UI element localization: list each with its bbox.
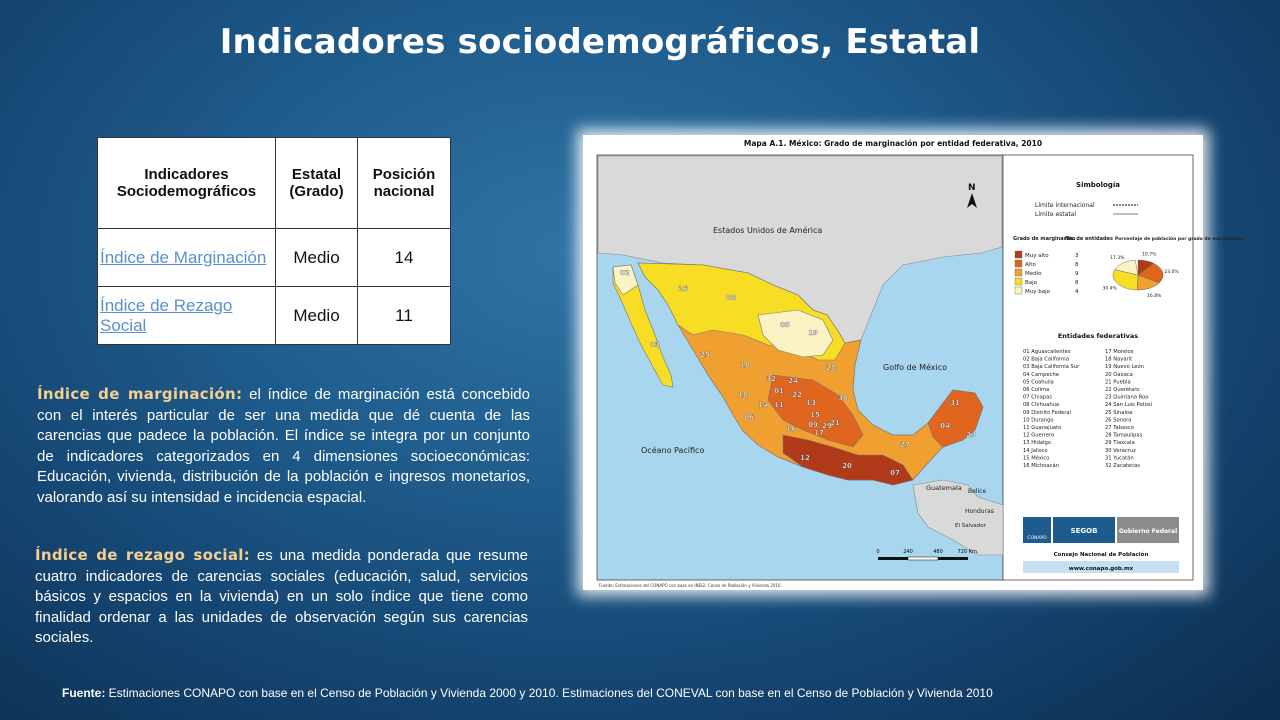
entidad-item: 31 Yucatán [1105, 455, 1134, 462]
salvador-label: El Salvador [955, 523, 986, 529]
state-number-label: 19 [808, 329, 818, 337]
state-number-label: 23 [966, 431, 976, 439]
entidad-item: 19 Nuevo León [1105, 364, 1144, 371]
state-number-label: 25 [700, 351, 710, 359]
entidad-item: 16 Michoacán [1023, 463, 1059, 469]
state-number-label: 22 [792, 391, 802, 399]
state-number-label: 14 [758, 401, 768, 409]
north-arrow-label: N [968, 183, 976, 193]
gulf-label: Golfo de México [883, 363, 948, 372]
belize-label: Belice [968, 488, 987, 495]
state-number-label: 32 [766, 375, 776, 383]
state-number-label: 01 [774, 387, 784, 395]
entidad-item: 29 Tlaxcala [1105, 440, 1135, 447]
grade-count: 9 [1075, 271, 1079, 277]
state-number-label: 15 [810, 411, 820, 419]
grade-cell: Medio [276, 287, 358, 345]
website-label[interactable]: www.conapo.gob.mx [1068, 566, 1134, 572]
entidad-item: 11 Guanajuato [1023, 425, 1062, 431]
state-number-label: 07 [890, 469, 900, 477]
gobierno-label: Gobierno Federal [1118, 528, 1178, 535]
state-number-label: 18 [738, 391, 748, 399]
entidad-item: 18 Nayarit [1105, 356, 1133, 363]
rezago-heading: Índice de rezago social: [35, 546, 251, 564]
state-number-label: 20 [842, 462, 852, 470]
table-header-row [98, 138, 451, 229]
limite-internacional-label: Límite internacional [1035, 202, 1095, 209]
header-position: Posición nacional [358, 138, 451, 229]
guatemala-label: Guatemala [926, 484, 962, 492]
entidad-item: 13 Hidalgo [1023, 440, 1051, 447]
col-grado: Grado de marginación [1013, 236, 1076, 242]
grade-count: 8 [1075, 280, 1079, 286]
state-number-label: 12 [800, 454, 810, 462]
grade-label: Muy bajo [1025, 289, 1050, 295]
state-number-label: 17 [814, 429, 824, 437]
state-number-label: 27 [900, 441, 910, 449]
state-number-label: 29 [822, 422, 832, 430]
state-number-label: 28 [826, 364, 836, 372]
grade-cell: Medio [276, 229, 358, 287]
rezago-description [35, 545, 528, 649]
entidad-item: 03 Baja California Sur [1023, 364, 1080, 371]
state-number-label: 04 [940, 422, 950, 430]
marginacion-link[interactable]: Índice de Marginación [98, 229, 276, 287]
entidad-item: 09 Distrito Federal [1023, 409, 1071, 416]
entidad-item: 15 México [1023, 455, 1050, 462]
marginacion-text: el índice de marginación está concebido con el interés particular de ser una medida que dé cuenta de las carencias que padece la población. El índice se integra por un conjunto de indicadores categorizados en 4 dimensiones socioeconómicas: Educación, vivienda, distribución de la población e ingresos monetarios, valorando así su intensidad e incidencia espacial. [37, 386, 530, 506]
entidad-item: 20 Oaxaca [1105, 371, 1133, 378]
marginacion-map [583, 135, 1244, 590]
entidad-item: 26 Sonora [1105, 417, 1132, 424]
entidad-item: 02 Baja California [1023, 356, 1069, 363]
entidades-title: Entidades federativas [1057, 332, 1139, 340]
header-indicators: Indicadores Sociodemográficos [98, 138, 276, 229]
pacific-label: Océano Pacífico [641, 446, 705, 455]
scale-label: 720 Km. [957, 549, 979, 555]
entidad-item: 30 Veracruz [1105, 447, 1136, 454]
grade-label: Alto [1025, 262, 1036, 268]
entidad-item: 28 Tamaulipas [1105, 432, 1143, 439]
scale-label: 240 [903, 549, 913, 555]
grade-swatch [1015, 260, 1022, 267]
usa-label: Estados Unidos de América [713, 226, 823, 235]
honduras-label: Honduras [965, 508, 994, 515]
entidad-item: 01 Aguascalientes [1023, 349, 1071, 355]
state-number-label: 30 [838, 394, 848, 402]
entidad-item: 08 Chihuahua [1023, 402, 1060, 409]
entidad-item: 24 San Luis Potosí [1105, 402, 1153, 409]
position-cell: 14 [358, 229, 451, 287]
pie-label: 17.3% [1110, 255, 1125, 261]
indicators-table [97, 137, 451, 345]
limite-estatal-label: Límite estatal [1035, 211, 1077, 218]
marginacion-description [37, 384, 530, 509]
state-number-label: 10 [740, 361, 750, 369]
grade-count: 3 [1075, 253, 1079, 259]
entidad-item: 14 Jalisco [1023, 447, 1048, 454]
rezago-link[interactable]: Índice de Rezago Social [98, 287, 276, 345]
state-number-label: 13 [806, 399, 816, 407]
pie-label: 23.0% [1164, 269, 1179, 275]
state-number-label: 11 [774, 401, 784, 409]
state-number-label: 24 [788, 377, 798, 385]
legend-title: Simbología [1076, 181, 1120, 189]
grade-swatch [1015, 278, 1022, 285]
entidad-item: 27 Tabasco [1105, 425, 1134, 431]
map-title: Mapa A.1. México: Grado de marginación por entidad federativa, 2010 [743, 139, 1043, 148]
col-num: No. de entidades [1065, 236, 1113, 242]
rezago-text: es una medida ponderada que resume cuatro indicadores de carencias sociales (educación, salud, servicios básicos y espacios en la vivienda) en un solo índice que tiene como finalidad ordenar a las unidades de observación según sus carencias sociales. [35, 547, 528, 647]
pie-label: 30.4% [1102, 286, 1117, 292]
grade-swatch [1015, 269, 1022, 276]
source-text: Estimaciones CONAPO con base en el Censo de Población y Vivienda 2000 y 2010. Estimaciones del CONEVAL con base en el Censo de Población y Vivienda 2010 [105, 686, 993, 700]
state-number-label: 06 [744, 413, 754, 421]
entidad-item: 22 Querétaro [1105, 387, 1140, 393]
scale-label: 0 [876, 549, 880, 555]
scale-label: 480 [933, 549, 943, 555]
grade-swatch [1015, 287, 1022, 294]
source-note [62, 686, 993, 700]
table-row [98, 287, 451, 345]
grade-swatch [1015, 251, 1022, 258]
grade-label: Muy alto [1025, 253, 1049, 259]
pie-label: 10.7% [1142, 252, 1157, 258]
state-number-label: 02 [620, 269, 630, 277]
entidad-item: 05 Coahuila [1023, 379, 1054, 386]
entidad-item: 04 Campeche [1023, 371, 1059, 378]
state-number-label: 08 [726, 294, 736, 302]
state-number-label: 31 [950, 399, 960, 407]
state-number-label: 05 [780, 321, 790, 329]
marginacion-heading: Índice de marginación: [37, 385, 243, 403]
state-number-label: 21 [830, 419, 840, 427]
consejo-label: Consejo Nacional de Población [1053, 552, 1149, 558]
state-number-label: 26 [678, 285, 688, 293]
page-title: Indicadores sociodemográficos, Estatal [219, 22, 981, 62]
entidad-item: 32 Zacatecas [1105, 463, 1140, 469]
entidad-item: 06 Colima [1023, 387, 1050, 393]
col-pct: Porcentaje de población por grado de marginación [1115, 237, 1244, 242]
grade-label: Medio [1025, 271, 1042, 277]
entidad-item: 21 Puebla [1105, 379, 1131, 386]
conapo-label: CONAPO [1027, 536, 1047, 541]
entidad-item: 07 Chiapas [1023, 394, 1052, 401]
entidad-item: 17 Morelos [1105, 349, 1134, 355]
table-row [98, 229, 451, 287]
state-number-label: 16 [786, 425, 796, 433]
entidad-item: 10 Durango [1023, 417, 1054, 424]
segob-label: SEGOB [1070, 527, 1098, 535]
position-cell: 11 [358, 287, 451, 345]
entidad-item: 25 Sinaloa [1105, 409, 1133, 416]
entidad-item: 12 Guerrero [1023, 432, 1055, 439]
header-grade: Estatal (Grado) [276, 138, 358, 229]
state-number-label: 03 [650, 341, 660, 349]
grade-label: Bajo [1025, 280, 1038, 286]
entidad-item: 23 Quintana Roo [1105, 394, 1149, 401]
pie-label: 16.8% [1147, 294, 1162, 300]
map-source: Fuente: Estimaciones del CONAPO con base en INEGI, Censo de Población y Vivienda 2010. [599, 583, 782, 588]
grade-count: 8 [1075, 262, 1079, 268]
grade-count: 4 [1075, 289, 1079, 295]
state-number-label: 09 [808, 421, 818, 429]
source-label: Fuente: [62, 686, 106, 700]
